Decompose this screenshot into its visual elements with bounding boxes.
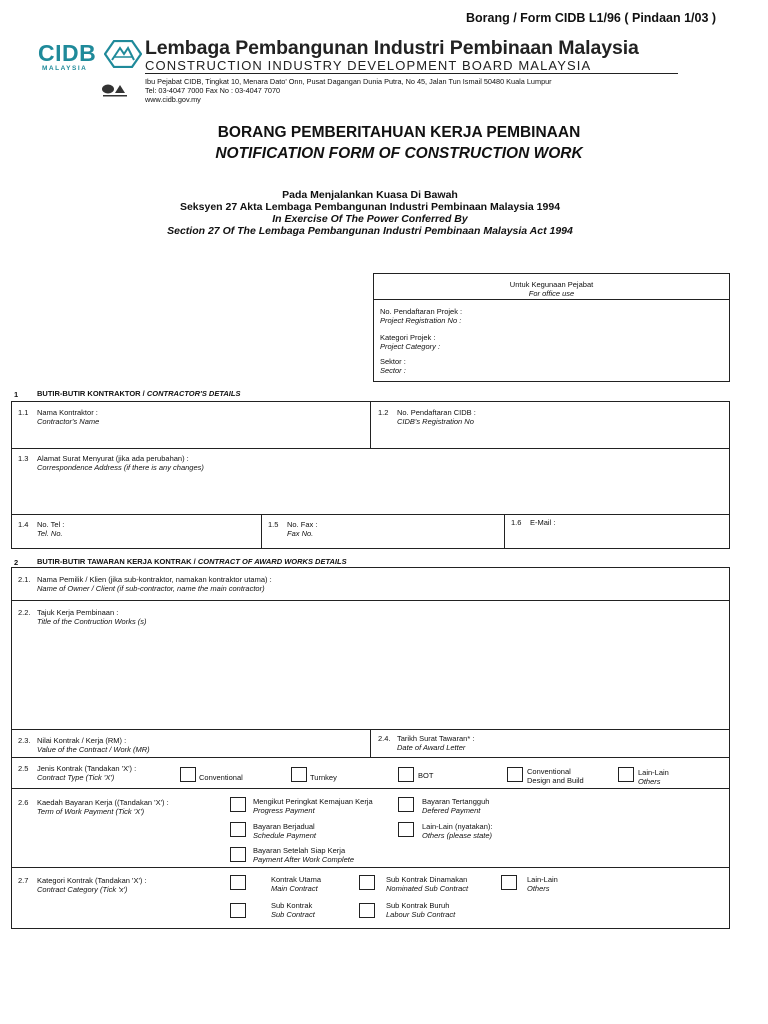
authority-line-1: Pada Menjalankan Kuasa Di Bawah: [282, 189, 458, 201]
org-name-en: CONSTRUCTION INDUSTRY DEVELOPMENT BOARD MALAYSIA: [145, 58, 592, 73]
payment-term-label: Kaedah Bayaran Kerja ((Tandakan 'X') : Term of Work Payment (Tick 'X'): [37, 798, 169, 816]
cidb-logo: [38, 40, 142, 76]
progress-payment-label: Mengikut Peringkat Kemajuan Kerja Progress Payment: [253, 797, 373, 815]
contract-type-others-checkbox[interactable]: [618, 767, 634, 782]
logo-text: CIDB: [38, 40, 97, 66]
category-others-checkbox[interactable]: [501, 875, 517, 890]
deferred-payment-checkbox[interactable]: [398, 797, 414, 812]
owner-client-field[interactable]: Nama Pemilik / Klien (jika sub-kontraktor, namakan kontraktor utama) : Name of Owner / Client (if sub-contractor, name the main contractor): [37, 575, 272, 593]
after-completion-payment-checkbox[interactable]: [230, 847, 246, 862]
category-others-label: Lain-Lain Others: [527, 875, 558, 893]
logo-sub: MALAYSIA: [42, 65, 88, 72]
title-en: NOTIFICATION FORM OF CONSTRUCTION WORK: [215, 145, 583, 162]
tel-field[interactable]: No. Tel : Tel. No.: [37, 520, 65, 538]
authority-line-2: Seksyen 27 Akta Lembaga Pembangunan Industri Pembinaan Malaysia 1994: [179, 201, 561, 213]
labour-sub-contract-label: Sub Kontrak Buruh Labour Sub Contract: [386, 901, 456, 919]
main-contract-checkbox[interactable]: [230, 875, 246, 890]
hexagon-logo-icon: [104, 40, 142, 68]
design-build-checkbox[interactable]: [507, 767, 523, 782]
fax-field[interactable]: No. Fax : Fax No.: [287, 520, 318, 538]
org-name-ms: Lembaga Pembangunan Industri Pembinaan Malaysia: [145, 37, 639, 59]
form-code: Borang / Form CIDB L1/96 ( Pindaan 1/03 ): [466, 11, 717, 25]
schedule-payment-checkbox[interactable]: [230, 822, 246, 837]
title-ms: BORANG PEMBERITAHUAN KERJA PEMBINAAN: [217, 124, 581, 141]
bot-label: BOT: [418, 771, 434, 780]
construction-works-title-field[interactable]: Tajuk Kerja Pembinaan : Title of the Contruction Works (s): [37, 608, 147, 626]
contract-value-field[interactable]: Nilai Kontrak / Kerja (RM) : Value of the Contract / Work (MR): [37, 736, 150, 754]
email-field[interactable]: E-Mail :: [530, 518, 556, 527]
contractor-name-field[interactable]: Nama Kontraktor : Contractor's Name: [37, 408, 100, 426]
deferred-payment-label: Bayaran Tertangguh Defered Payment: [422, 797, 490, 815]
payment-others-checkbox[interactable]: [398, 822, 414, 837]
award-letter-date-field[interactable]: Tarikh Surat Tawaran* : Date of Award Letter: [397, 734, 475, 752]
schedule-payment-label: Bayaran Berjadual Schedule Payment: [253, 822, 316, 840]
project-registration-field[interactable]: No. Pendaftaran Projek : Project Registration No :: [380, 307, 463, 325]
turnkey-label: Turnkey: [310, 773, 337, 782]
conventional-checkbox[interactable]: [180, 767, 196, 782]
authority-line-3: In Exercise Of The Power Conferred By: [272, 213, 468, 225]
section-2-number: 2: [14, 558, 19, 567]
contract-category-label: Kategori Kontrak (Tandakan 'X') : Contract Category (Tick 'x'): [37, 876, 147, 894]
header-rule: [145, 73, 678, 74]
labour-sub-contract-checkbox[interactable]: [359, 903, 375, 918]
main-contract-label: Kontrak Utama Main Contract: [271, 875, 322, 893]
sub-contract-label: Sub Kontrak Sub Contract: [271, 901, 315, 919]
authority-line-4: Section 27 Of The Lembaga Pembangunan Industri Pembinaan Malaysia Act 1994: [167, 225, 573, 237]
correspondence-address-field[interactable]: Alamat Surat Menyurat (jika ada perubahan) : Correspondence Address (if there is any changes): [37, 454, 204, 472]
nominated-sub-contract-checkbox[interactable]: [359, 875, 375, 890]
project-category-field[interactable]: Kategori Projek : Project Category :: [380, 333, 441, 351]
sector-field[interactable]: Sektor : Sector :: [380, 357, 406, 375]
payment-others-label: Lain-Lain (nyatakan): Others (please state): [422, 822, 493, 840]
conventional-label: Conventional: [199, 773, 243, 782]
after-completion-payment-label: Bayaran Setelah Siap Kerja Payment After Work Complete: [253, 846, 355, 864]
contract-type-others-label: Lain-Lain Others: [638, 768, 669, 786]
sub-contract-checkbox[interactable]: [230, 903, 246, 918]
turnkey-checkbox[interactable]: [291, 767, 307, 782]
contract-type-label: Jenis Kontrak (Tandakan 'X') : Contract Type (Tick 'X'): [37, 764, 137, 782]
nominated-sub-contract-label: Sub Kontrak Dinamakan Nominated Sub Contract: [386, 875, 469, 893]
bot-checkbox[interactable]: [398, 767, 414, 782]
progress-payment-checkbox[interactable]: [230, 797, 246, 812]
section-2-title: BUTIR-BUTIR TAWARAN KERJA KONTRAK / CONTRACT OF AWARD WORKS DETAILS: [37, 557, 347, 566]
cidb-registration-field[interactable]: No. Pendaftaran CIDB : CIDB's Registration No: [397, 408, 476, 426]
office-use-heading: Untuk Kegunaan Pejabat For office use: [509, 280, 594, 298]
section-1-number: 1: [14, 390, 19, 399]
certification-mark-icon: [100, 83, 130, 99]
org-web: www.cidb.gov.my: [145, 95, 201, 104]
design-build-label: Conventional Design and Build: [527, 767, 584, 785]
org-address: Ibu Pejabat CIDB, Tingkat 10, Menara Dato' Onn, Pusat Dagangan Dunia Putra, No 45, Jalan Tun Ismail 50480 Kuala Lumpur: [145, 77, 552, 86]
section-1-title: BUTIR-BUTIR KONTRAKTOR / CONTRACTOR'S DETAILS: [37, 389, 241, 398]
org-phone: Tel: 03-4047 7000 Fax No : 03-4047 7070: [145, 86, 281, 95]
